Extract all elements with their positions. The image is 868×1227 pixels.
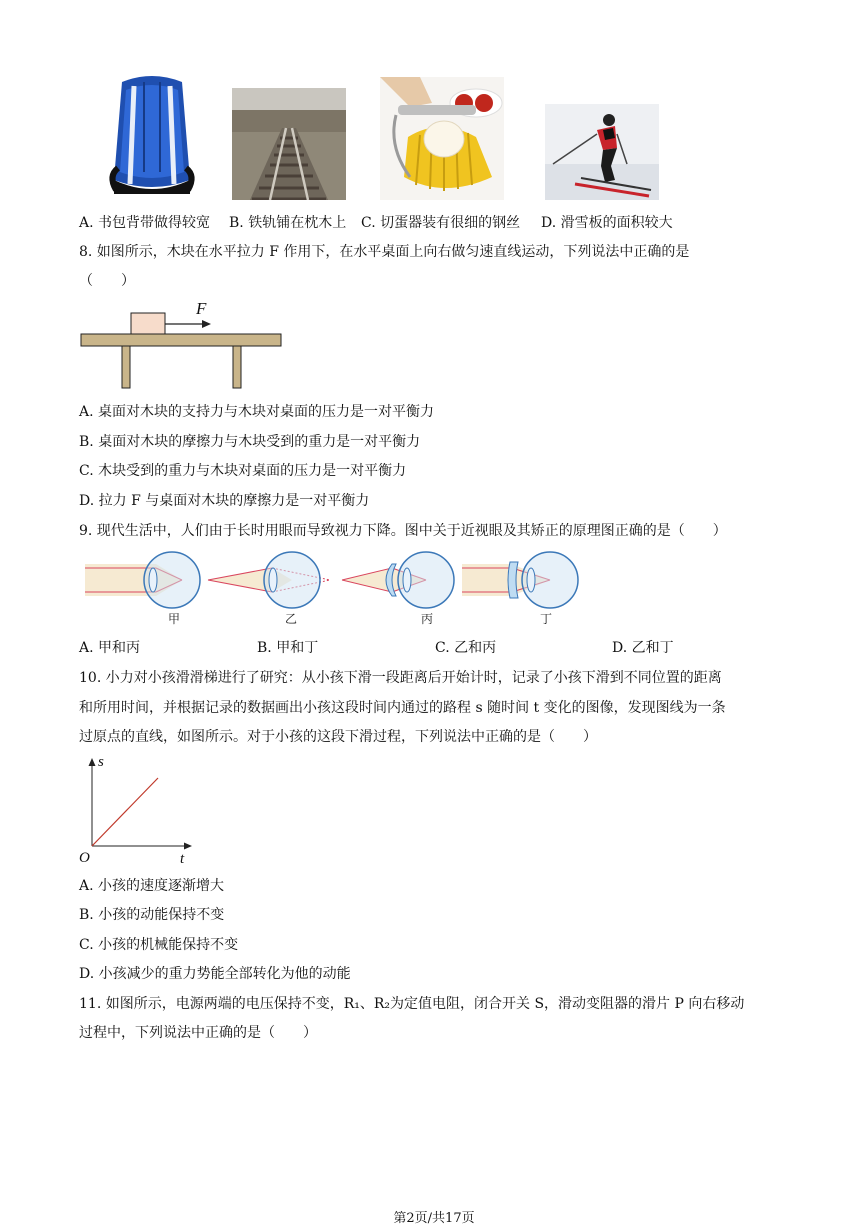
q9-option-a: A. 甲和丙 [79, 640, 141, 656]
eye-diagram-ding [462, 552, 578, 608]
q10-stem-line-1: 10. 小力对小孩滑滑梯进行了研究：从小孩下滑一段距离后开始计时，记录了小孩下滑到不同位置的距离 [79, 670, 722, 686]
q8-option-d: D. 拉力 F 与桌面对木块的摩擦力是一对平衡力 [79, 493, 370, 509]
q9-option-c: C. 乙和丙 [435, 640, 497, 656]
q9-options [79, 637, 799, 657]
q8-option-c: C. 木块受到的重力与木块对桌面的压力是一对平衡力 [79, 463, 407, 479]
y-axis-label: s [98, 754, 104, 770]
page-footer: 第2页/共17页 [393, 1211, 475, 1226]
q8-option-a: A. 桌面对木块的支持力与木块对桌面的压力是一对平衡力 [79, 404, 435, 420]
skier-image [545, 104, 659, 200]
q7-option-c: C. 切蛋器装有很细的钢丝 [361, 215, 521, 231]
eye-label-ding: 丁 [540, 612, 553, 626]
railway-track-image [232, 88, 346, 200]
eye-label-bing: 丙 [421, 612, 434, 626]
q11-stem-line-2: 过程中，下列说法中正确的是（ ） [79, 1025, 317, 1041]
q9-stem: 9. 现代生活中，人们由于长时用眼而导致视力下降。图中关于近视眼及其矫正的原理图正确的是（ ） [79, 523, 727, 539]
force-label: F [196, 299, 207, 318]
x-axis-label: t [180, 851, 185, 866]
eye-diagram-bing [342, 552, 454, 608]
q10-stem-line-3: 过原点的直线，如图所示。对于小孩的这段下滑过程，下列说法中正确的是（ ） [79, 729, 597, 745]
q7-option-b: B. 铁轨铺在枕木上 [229, 215, 347, 231]
q9-option-b: B. 甲和丁 [257, 640, 319, 656]
q10-option-a: A. 小孩的速度逐渐增大 [79, 878, 225, 894]
q8-stem: 8. 如图所示，木块在水平拉力 F 作用下，在水平桌面上向右做匀速直线运动，下列说法中正确的是 [79, 244, 690, 260]
eye-label-jia: 甲 [168, 612, 181, 626]
egg-slicer-image [380, 77, 504, 200]
eye-diagrams [80, 546, 590, 628]
table-block-diagram [80, 297, 290, 393]
q7-option-d: D. 滑雪板的面积较大 [541, 215, 673, 231]
eye-diagram-jia [85, 552, 200, 608]
q11-stem-line-1: 11. 如图所示，电源两端的电压保持不变，R₁、R₂为定值电阻，闭合开关 S，滑动变阻器的滑片 P 向右移动 [79, 996, 745, 1012]
backpack-image [104, 72, 200, 198]
q8-answer-bracket: （ ） [79, 273, 135, 289]
q8-option-b: B. 桌面对木块的摩擦力与木块受到的重力是一对平衡力 [79, 434, 421, 450]
origin-label: O [79, 850, 90, 866]
q7-options [79, 212, 799, 232]
q10-option-d: D. 小孩减少的重力势能全部转化为他的动能 [79, 966, 351, 982]
eye-diagram-yi [208, 552, 330, 608]
q10-stem-line-2: 和所用时间，并根据记录的数据画出小孩这段时间内通过的路程 s 随时间 t 变化的图像，发现图线为一条 [79, 700, 726, 716]
q9-option-d: D. 乙和丁 [612, 640, 674, 656]
q10-option-c: C. 小孩的机械能保持不变 [79, 937, 239, 953]
q7-option-a: A. 书包背带做得较宽 [79, 215, 211, 231]
eye-label-yi: 乙 [285, 612, 298, 626]
q10-option-b: B. 小孩的动能保持不变 [79, 907, 225, 923]
s-t-graph [76, 750, 196, 866]
